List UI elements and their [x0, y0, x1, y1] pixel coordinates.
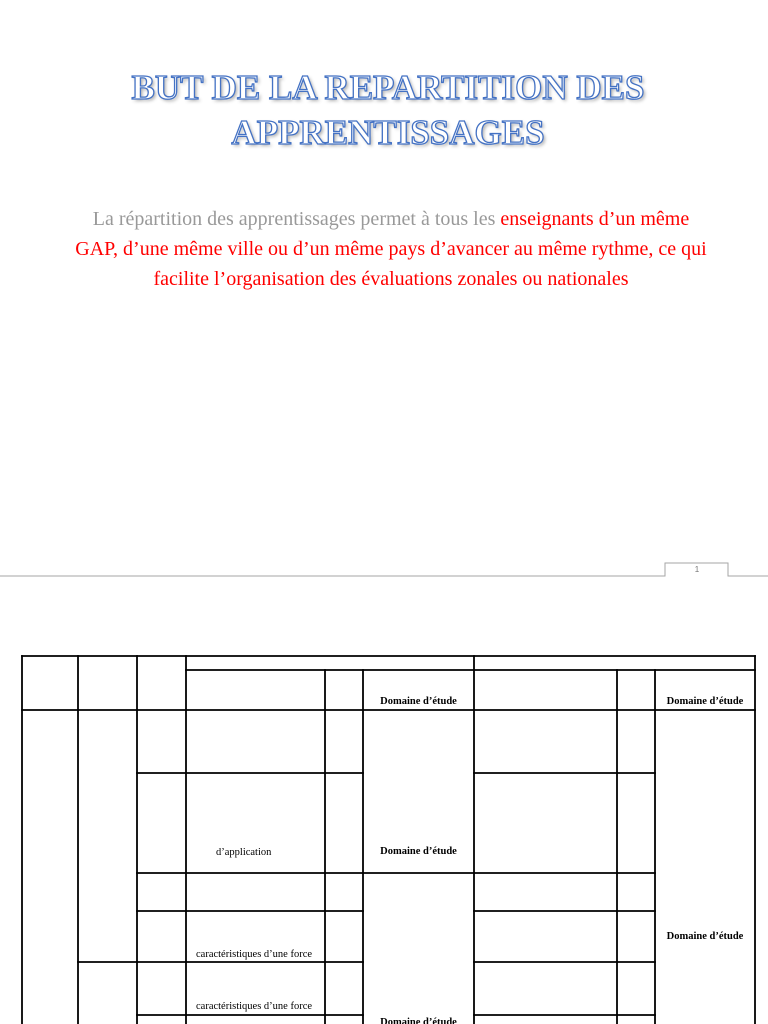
intro-line-3	[30, 264, 752, 294]
table-cell-activity: caractéristiques d’une force	[196, 949, 313, 960]
table-cell-domain: Domaine d’étude	[666, 931, 744, 942]
intro-red-text: GAP, d’une même ville ou d’un même pays d’avancer au même rythme, ce qui	[75, 238, 707, 260]
table-header-domain-2: Domaine d’étude	[666, 696, 744, 707]
intro-red-text: enseignants d’un même	[500, 208, 690, 230]
table-cell-activity: d’application	[216, 847, 272, 858]
intro-gray-text: La répartition des apprentissages permet à tous les	[92, 208, 496, 230]
intro-paragraph	[30, 204, 752, 294]
intro-red-text: facilite l’organisation des évaluations zonales ou nationales	[153, 268, 629, 290]
table-cell-domain: Domaine d’étude	[380, 846, 457, 857]
table-cell-domain-cut	[363, 1017, 474, 1024]
title-line-1: BUT DE LA REPARTITION DES	[131, 68, 645, 107]
page-break-line	[0, 563, 768, 576]
intro-line-2	[30, 234, 752, 264]
table-header-domain-1: Domaine d’étude	[380, 696, 457, 707]
table-cell-activity: caractéristiques d’une force	[196, 1001, 313, 1012]
table-grid	[22, 656, 755, 1024]
intro-line-1	[30, 204, 752, 234]
page-number: 1	[694, 565, 700, 574]
table-cell-domain-text: Domaine d’étude	[380, 1017, 457, 1024]
title-line-2: APPRENTISSAGES	[231, 113, 545, 152]
